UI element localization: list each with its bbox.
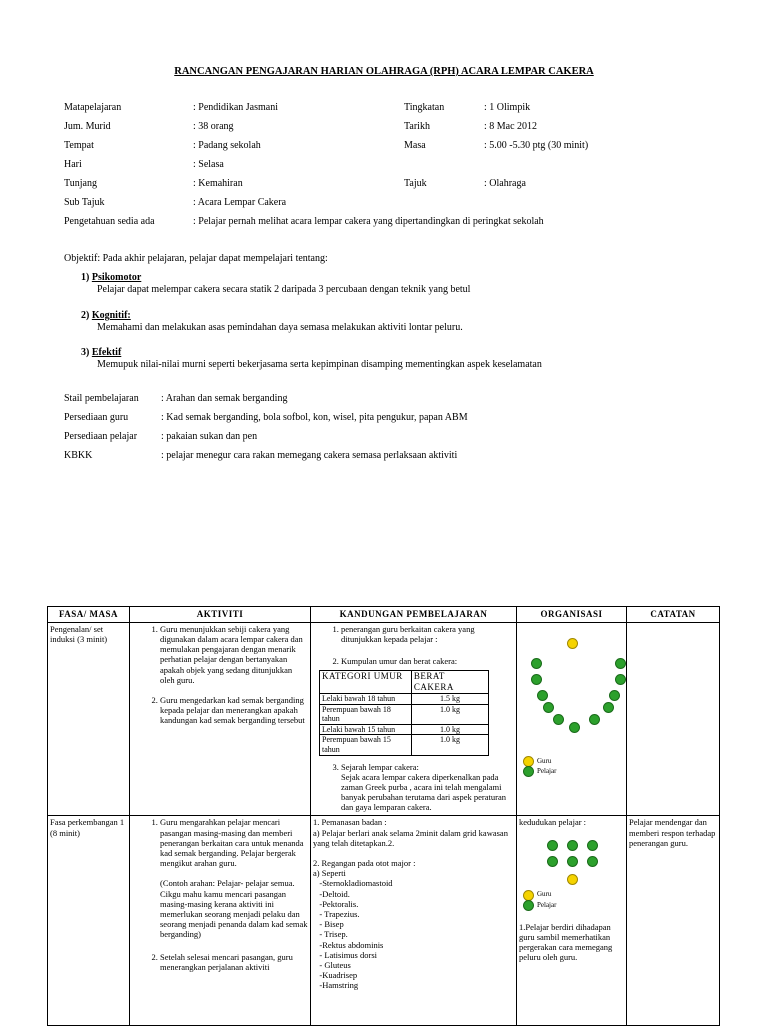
info-label: Pengetahuan sedia ada xyxy=(64,216,155,227)
objective-number: 1) xyxy=(81,272,90,283)
row1-fasa: Pengenalan/ set induksi (3 minit) xyxy=(48,622,130,816)
info-value: : Pendidikan Jasmani xyxy=(193,102,278,113)
age-cell: Lelaki bawah 18 tahun xyxy=(320,693,412,704)
legend-pelajar: Pelajar xyxy=(537,766,557,775)
student-icon xyxy=(615,658,626,669)
content-line: - Trapezius. xyxy=(313,908,360,919)
meta-value: : Kad semak berganding, bola sofbol, kon, wisel, pita pengukur, papan ABM xyxy=(161,412,468,423)
objective-intro xyxy=(64,253,744,265)
teacher-icon xyxy=(567,874,578,885)
content-line: - Latisimus dorsi xyxy=(313,949,377,960)
row2-catatan: Pelajar mendengar dan memberi respon terhadap penerangan guru. xyxy=(627,816,720,1026)
history-body: Sejak acara lempar cakera diperkenalkan pada zaman Greek purba , acara ini telah mengalami banyak perubahan terutama dari aspek peraturan dan gaya lemparan cakera. xyxy=(341,771,506,813)
content-line: -Pektoralis. xyxy=(313,898,359,909)
info-value-2: : 8 Mac 2012 xyxy=(484,121,538,132)
info-value: : Kemahiran xyxy=(193,178,243,189)
legend-student-icon xyxy=(523,766,534,777)
student-icon xyxy=(537,690,548,701)
legend-guru: Guru xyxy=(537,756,552,765)
age-cell: Lelaki bawah 15 tahun xyxy=(320,724,412,735)
weight-cell: 1.0 kg xyxy=(411,704,488,724)
student-icon xyxy=(587,840,598,851)
info-value-2: : 5.00 -5.30 ptg (30 minit) xyxy=(484,140,589,151)
student-icon xyxy=(531,658,542,669)
content-line: a) Pelajar berlari anak selama 2minit dalam grid kawasan yang telah ditetapkan.2. xyxy=(313,827,511,848)
content-line: 1. Pemanasan badan : xyxy=(313,817,387,828)
formation-diagram-2 xyxy=(519,828,624,898)
meta-value: : pelajar menegur cara rakan memegang cakera semasa perlaksaan aktiviti xyxy=(161,450,458,461)
objective-number: 3) xyxy=(81,347,90,358)
meta-value: : pakaian sukan dan pen xyxy=(161,431,258,442)
row2-fasa: Fasa perkembangan 1 (8 minit) xyxy=(48,816,130,1026)
student-icon xyxy=(569,722,580,733)
student-icon xyxy=(589,714,600,725)
info-value-2: : Olahraga xyxy=(484,178,526,189)
objective-title: Efektif xyxy=(91,347,122,358)
row1-kandungan xyxy=(311,622,517,816)
content-line: -Kuadrisep xyxy=(313,970,358,981)
row2-aktiviti-1-text: Guru mengarahkan pelajar mencari pasangan masing-masing dan memberi penerangan berkaitan cara untuk menanda kad semak berganding. Pelajar bergerak mengikut arahan guru. xyxy=(160,817,304,869)
student-icon xyxy=(553,714,564,725)
age-cell: Perempuan bawah 18 tahun xyxy=(320,704,412,724)
student-icon xyxy=(547,856,558,867)
page-title: RANCANGAN PENGAJARAN HARIAN OLAHRAGA (RPH) ACARA LEMPAR CAKERA xyxy=(174,66,594,77)
info-label-2: Tingkatan xyxy=(404,102,445,113)
objective-title: Kognitif: xyxy=(91,310,131,321)
table-row xyxy=(320,704,489,724)
formation-diagram-1 xyxy=(519,624,624,810)
table-row xyxy=(320,693,489,704)
org-note: 1.Pelajar berdiri dihadapan guru sambil memerhatikan pergerakan cara memegang peluru oleh guru. xyxy=(519,921,613,963)
info-label: Matapelajaran xyxy=(64,102,122,113)
meta-label: Persediaan guru xyxy=(64,412,129,423)
weight-header: BERAT CAKERA xyxy=(411,671,488,694)
org-title: kedudukan pelajar : xyxy=(519,817,587,828)
info-label: Tempat xyxy=(64,140,94,151)
objective-body: Pelajar dapat melempar cakera secara statik 2 daripada 3 percubaan dengan teknik yang betul xyxy=(97,284,471,295)
info-value: : Selasa xyxy=(193,159,224,170)
meta-label: KBKK xyxy=(64,450,93,461)
row2-aktiviti-1 xyxy=(160,817,308,939)
content-line: -Sternokladiomastoid xyxy=(313,878,393,889)
content-line: - Gluteus xyxy=(313,959,351,970)
row1-kandungan-3 xyxy=(341,762,514,813)
info-value: : Acara Lempar Cakera xyxy=(193,197,287,208)
student-icon xyxy=(615,674,626,685)
row2-organisasi xyxy=(517,816,627,1026)
table-row xyxy=(320,724,489,735)
student-icon xyxy=(603,702,614,713)
row1-aktiviti xyxy=(130,622,311,816)
weight-cell: 1.5 kg xyxy=(411,693,488,704)
info-label: Sub Tajuk xyxy=(64,197,105,208)
student-icon xyxy=(587,856,598,867)
teacher-icon xyxy=(567,638,578,649)
table-row xyxy=(48,816,720,1026)
weight-cell: 1.0 kg xyxy=(411,724,488,735)
info-label: Hari xyxy=(64,159,82,170)
content-line: -Deltoid. xyxy=(313,888,350,899)
row1-kandungan-2: 2. Kumpulan umur dan berat cakera: xyxy=(341,656,514,666)
row2-aktiviti xyxy=(130,816,311,1026)
student-icon xyxy=(547,840,558,851)
header-catatan: CATATAN xyxy=(627,607,720,623)
legend-guru: Guru xyxy=(537,889,552,898)
objective-body: Memupuk nilai-nilai murni seperti bekerjasama serta kepimpinan disamping mementingkan aspek keselamatan xyxy=(97,359,542,370)
info-label: Tunjang xyxy=(64,178,97,189)
lesson-table xyxy=(47,606,720,1026)
content-line xyxy=(313,848,514,858)
student-icon xyxy=(543,702,554,713)
age-cell: Perempuan bawah 15 tahun xyxy=(320,735,412,755)
table-row xyxy=(48,622,720,816)
objective-body: Memahami dan melakukan asas pemindahan daya semasa melakukan aktiviti lontar peluru. xyxy=(97,322,463,333)
student-icon xyxy=(531,674,542,685)
info-value: : Pelajar pernah melihat acara lempar cakera yang dipertandingkan di peringkat sekolah xyxy=(193,216,544,227)
age-weight-table xyxy=(319,670,489,755)
warmup-content xyxy=(313,817,514,990)
row2-aktiviti-2: 2. Setelah selesai mencari pasangan, guru menerangkan perjalanan aktiviti xyxy=(160,952,308,972)
header-organisasi: ORGANISASI xyxy=(517,607,627,623)
history-title: Sejarah lempar cakera: xyxy=(341,761,419,772)
row1-aktiviti-2: 2. Guru mengedarkan kad semak berganding kepada pelajar dan menerangkan apakah kandungan kad semak berganding tersebut xyxy=(160,695,308,726)
info-value: : 38 orang xyxy=(193,121,234,132)
student-icon xyxy=(609,690,620,701)
legend-student-icon xyxy=(523,900,534,911)
content-line: 2. Regangan pada otot major : xyxy=(313,858,416,869)
info-value: : Padang sekolah xyxy=(193,140,261,151)
objective-intro-text: Objektif: Pada akhir pelajaran, pelajar dapat mempelajari tentang: xyxy=(64,253,328,264)
legend-pelajar: Pelajar xyxy=(537,900,557,909)
content-line: - Bisep xyxy=(313,919,344,930)
objective-heading xyxy=(81,310,131,322)
student-icon xyxy=(567,840,578,851)
objective-title: Psikomotor xyxy=(91,272,142,283)
meta-label: Stail pembelajaran xyxy=(64,393,139,404)
meta-value: : Arahan dan semak berganding xyxy=(161,393,288,404)
content-line: -Rektus abdominis xyxy=(313,939,384,950)
row2-aktiviti-note: (Contoh arahan: Pelajar- pelajar semua. Cikgu mahu kamu mencari pasangan masing-masing kerana aktiviti ini memerlukan seorang menjadi pelaku dan seorang menjadi penanda dalam kad semak berganding) xyxy=(160,878,308,940)
objective-heading xyxy=(81,272,141,284)
header-fasa: FASA/ MASA xyxy=(48,607,130,623)
info-label: Jum. Murid xyxy=(64,121,111,132)
age-header: KATEGORI UMUR xyxy=(320,671,412,694)
row2-kandungan xyxy=(311,816,517,1026)
content-line: - Trisep. xyxy=(313,929,348,940)
row1-catatan xyxy=(627,622,720,816)
content-line: a) Seperti xyxy=(313,868,346,879)
row1-organisasi xyxy=(517,622,627,816)
meta-label: Persediaan pelajar xyxy=(64,431,138,442)
info-label-2: Tajuk xyxy=(404,178,427,189)
objective-heading xyxy=(81,347,121,359)
objective-number: 2) xyxy=(81,310,90,321)
header-kandungan: KANDUNGAN PEMBELAJARAN xyxy=(311,607,517,623)
student-icon xyxy=(567,856,578,867)
info-label-2: Masa xyxy=(404,140,426,151)
info-label-2: Tarikh xyxy=(404,121,430,132)
table-row xyxy=(320,735,489,755)
legend-row-2 xyxy=(519,889,624,912)
info-value-2: : 1 Olimpik xyxy=(484,102,531,113)
row1-aktiviti-1: 1. Guru menunjukkan sebiji cakera yang digunakan dalam acara lempar cakera dan memulakan pengajaran dengan menarik perhatian pelajar dengan bertanyakan apakah objek yang sedang ditunjukkan oleh guru. xyxy=(160,624,308,685)
weight-cell: 1.0 kg xyxy=(411,735,488,755)
content-line: -Hamstring xyxy=(313,980,359,991)
header-aktiviti: AKTIVITI xyxy=(130,607,311,623)
row1-kandungan-1: 1. penerangan guru berkaitan cakera yang ditunjukkan kepada pelajar : xyxy=(341,624,514,644)
